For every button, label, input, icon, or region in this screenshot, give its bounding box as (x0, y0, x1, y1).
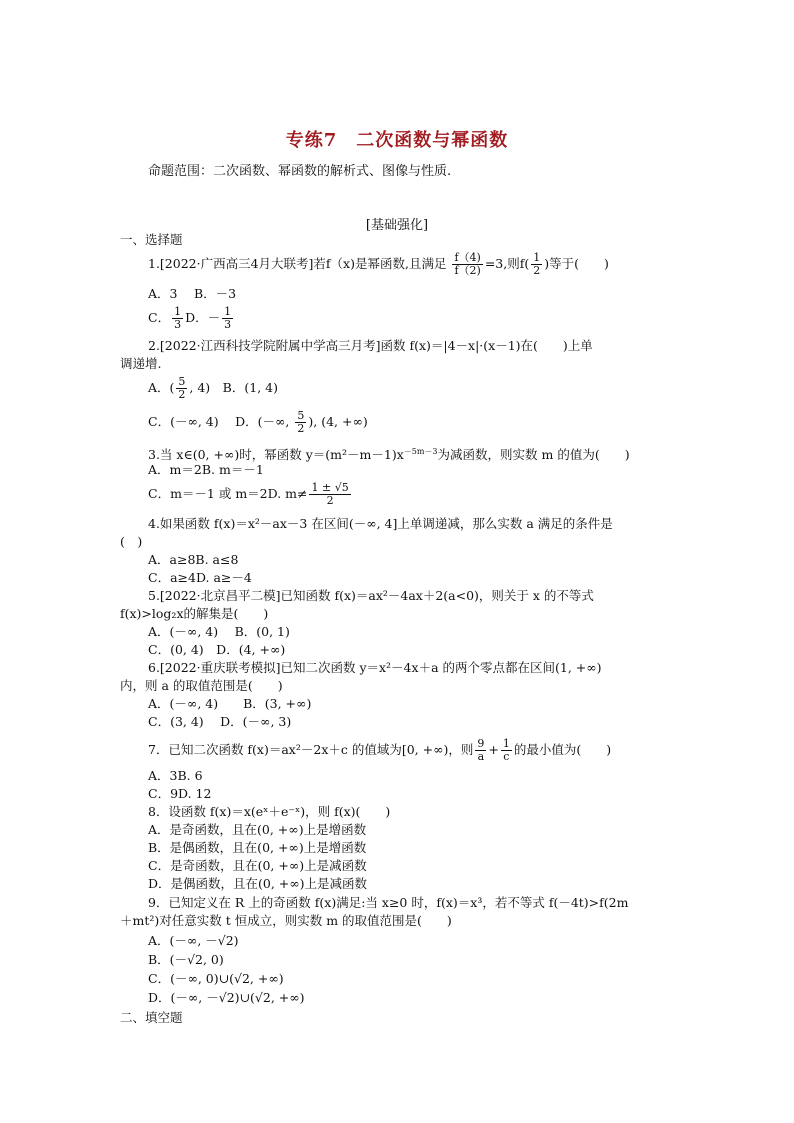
question-2-options-ab: A．( $\frac{5}{2}$ , 4) B．(1, 4) (148, 375, 278, 401)
question-6-options-ab: A．(－∞, 4) B．(3, +∞) (148, 696, 312, 711)
question-6-stem-line2: 内，则 a 的取值范围是( ) (120, 678, 283, 693)
question-7-stem: 7．已知二次函数 f(x)＝ax²－2x＋c 的值域为[0, +∞)，则 $\frac{9}{a}$ + $\frac{1}{c}$ 的最小值为( ) (148, 737, 612, 763)
part-heading-choice: 一、选择题 (120, 232, 183, 247)
question-5-options-ab: A．(－∞, 4) B．(0, 1) (148, 624, 290, 639)
question-9-stem-line1: 9．已知定义在 R 上的奇函数 f(x)满足:当 x≥0 时，f(x)＝x³，若不等式 f(－4t)>f(2m (148, 895, 629, 910)
question-9-option-b: B．(－√2, 0) (148, 952, 224, 967)
page-title: 专练7 二次函数与幂函数 (285, 130, 509, 151)
question-5-stem-line2: f(x)>log₂x的解集是( ) (120, 606, 269, 621)
question-5-stem-line1: 5.[2022·北京昌平二模]已知函数 f(x)＝ax²－4ax＋2(a<0)，则关于 x 的不等式 (148, 588, 594, 603)
question-7-options-cd: C．9D. 12 (148, 786, 212, 801)
question-4-stem-line1: 4.如果函数 f(x)＝x²－ax－3 在区间(－∞, 4]上单调递减，那么实数 a 满足的条件是 (148, 516, 613, 531)
question-4-options-cd: C．a≥4D. a≥－4 (148, 570, 252, 585)
scope-text: 命题范围：二次函数、幂函数的解析式、图像与性质. (148, 164, 452, 179)
question-8-option-a: A．是奇函数，且在(0, +∞)上是增函数 (148, 822, 367, 837)
question-1-stem: 1.[2022·广西高三4月大联考]若f（x)是幂函数,且满足 $\frac{f(4)}{f(2)}$ =3,则f( $\frac{1}{2}$ )等于( ) (148, 251, 609, 277)
question-8-option-c: C．是奇函数，且在(0, +∞)上是减函数 (148, 858, 367, 873)
question-2-stem-line1: 2.[2022·江西科技学院附属中学高三月考]函数 f(x)＝|4－x|·(x－1)在( )上单 (148, 338, 593, 353)
question-9-option-d: D．(－∞, －√2)∪(√2, +∞) (148, 990, 305, 1005)
question-8-option-d: D．是偶函数，且在(0, +∞)上是减函数 (148, 876, 368, 891)
question-1-options-cd: C． $\frac{1}{3}$ D．－ $\frac{1}{3}$ (148, 305, 232, 331)
fraction: $\frac{1 \pm √5}{2}$ (311, 481, 349, 507)
fraction: $\frac{5}{2}$ (297, 409, 305, 435)
question-9-option-a: A．(－∞, －√2) (148, 933, 239, 948)
question-3-stem: 3.当 x∈(0, +∞)时，幂函数 $y=(m^2-m-1)x^{-5m-3}$为减函数，则实数 m 的值为( ) (148, 447, 630, 463)
fraction: $\frac{1}{2}$ (533, 251, 541, 277)
question-9-stem-line2: ＋mt²)对任意实数 t 恒成立，则实数 m 的取值范围是( ) (120, 913, 452, 928)
part-heading-fill: 二、填空题 (120, 1010, 183, 1025)
fraction: $\frac{1}{3}$ (174, 305, 182, 331)
question-2-stem-line2: 调递增. (120, 356, 162, 371)
question-1-options-ab: A．3 B．－3 (148, 286, 237, 301)
fraction: $\frac{5}{2}$ (178, 375, 186, 401)
question-3-options-ab: A．m＝2B. m＝－1 (148, 462, 264, 477)
question-5-options-cd: C．(0, 4) D．(4, +∞) (148, 642, 286, 657)
question-6-options-cd: C．(3, 4) D．(－∞, 3) (148, 714, 292, 729)
question-8-stem: 8．设函数 f(x)＝x(eˣ＋e⁻ˣ)，则 f(x)( ) (148, 804, 391, 819)
section-heading: [基础强化] (365, 218, 429, 233)
question-4-options-ab: A．a≥8B. a≤8 (148, 552, 239, 567)
fraction: $\frac{9}{a}$ (477, 737, 485, 763)
question-4-stem-line2: ( ) (120, 534, 143, 549)
fraction: $\frac{1}{3}$ (224, 305, 232, 331)
fraction: $\frac{1}{c}$ (502, 737, 510, 763)
question-6-stem-line1: 6.[2022·重庆联考模拟]已知二次函数 y＝x²－4x＋a 的两个零点都在区间(1, +∞) (148, 660, 602, 675)
question-9-option-c: C．(－∞, 0)∪(√2, +∞) (148, 971, 284, 986)
fraction: $\frac{f(4)}{f(2)}$ (454, 251, 481, 277)
question-3-options-cd: C．m＝－1 或 m＝2D. m≠ $\frac{1 \pm √5}{2}$ (148, 481, 349, 507)
question-2-options-cd: C．(－∞, 4) D．(－∞, $\frac{5}{2}$ ), (4, +∞) (148, 409, 368, 435)
question-7-options-ab: A．3B. 6 (148, 768, 203, 783)
question-8-option-b: B．是偶函数，且在(0, +∞)上是增函数 (148, 840, 367, 855)
